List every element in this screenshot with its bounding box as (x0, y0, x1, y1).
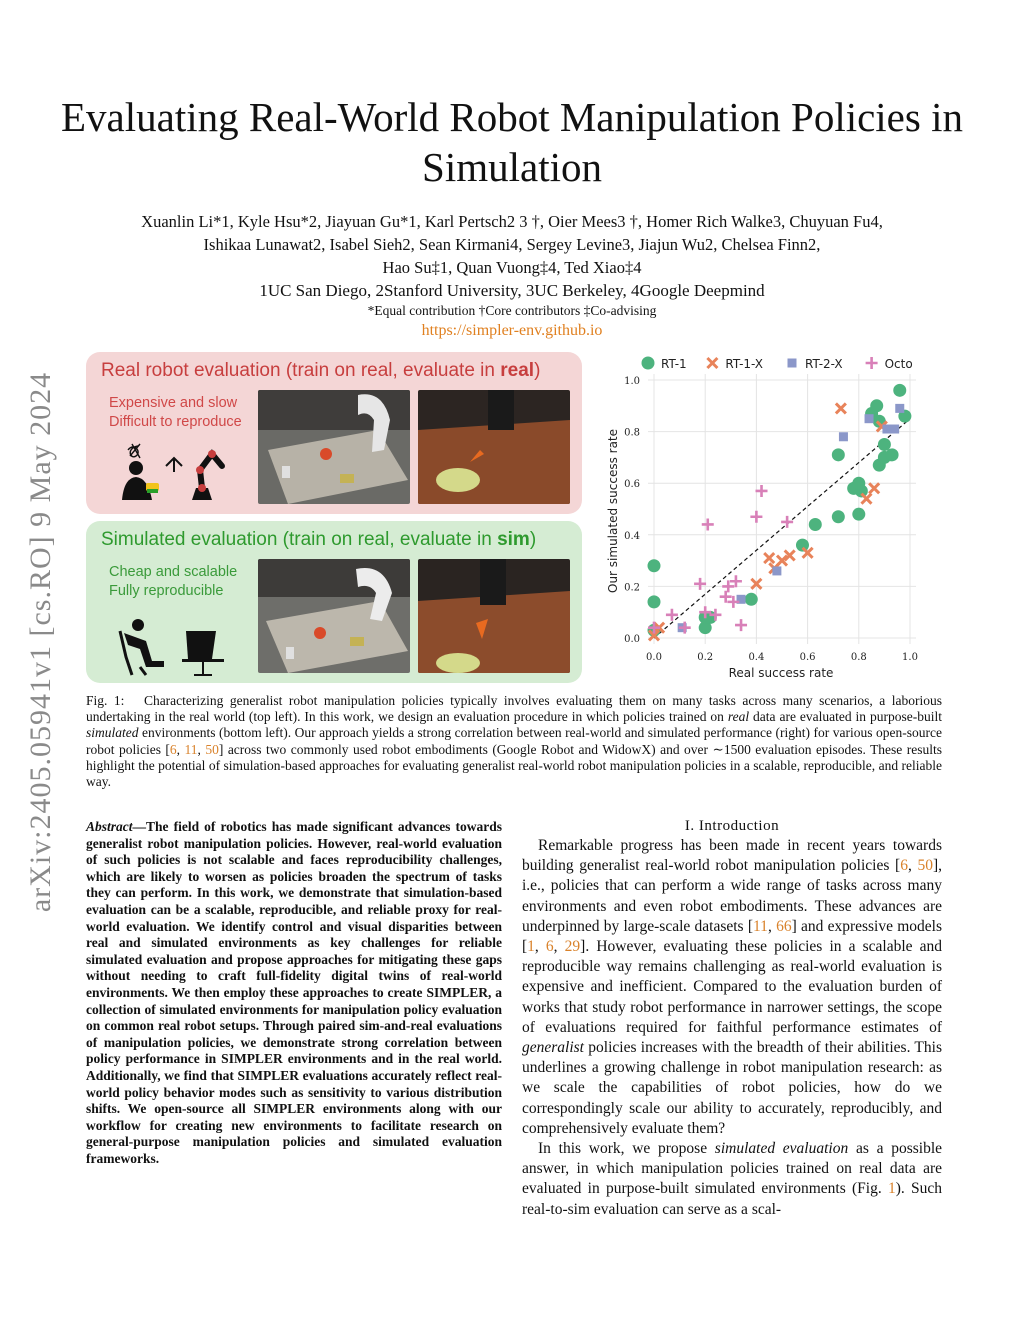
simulated-evaluation-panel (86, 521, 582, 683)
y-tick-label: 0.4 (624, 530, 640, 542)
citation-link[interactable]: 11 (184, 741, 198, 757)
author-line-2: Ishikaa Lunawat2, Isabel Sieh2, Sean Kirmani4, Sergey Levine3, Jiajun Wu2, Chelsea Finn2, (203, 235, 821, 254)
rt-1-point (832, 510, 845, 523)
citation-link[interactable]: 66 (776, 917, 792, 935)
rt-2-x-legend-label: RT-2-X (805, 357, 843, 371)
contribution-notes: *Equal contribution †Core contributors ‡Co-advising (367, 303, 657, 318)
rt-2-x-point (865, 414, 874, 423)
project-link[interactable]: https://simpler-env.github.io (421, 322, 603, 339)
citation-link[interactable]: 1 (887, 1180, 896, 1198)
rt-1-legend-marker (642, 357, 655, 370)
scatter-chart (600, 348, 950, 682)
citation-link[interactable]: 6 (545, 938, 554, 956)
x-tick-label: 1.0 (902, 652, 918, 663)
rt-1-point (648, 559, 661, 572)
real-evaluation-panel (86, 352, 582, 514)
citation-link[interactable]: 1 (527, 938, 535, 956)
chart-legend (642, 357, 913, 372)
rt-1-point (648, 595, 661, 608)
y-tick-label: 0.8 (624, 427, 640, 439)
x-tick-label: 0.0 (646, 652, 662, 663)
rt-1-x-legend-label: RT-1-X (725, 357, 764, 371)
sim-robot-photo-1 (258, 559, 410, 673)
citation-link[interactable]: 6 (169, 741, 177, 757)
sim-robot-photo-2 (418, 559, 570, 673)
sim-panel-title: Simulated evaluation (train on real, evaluate in sim) (101, 529, 537, 550)
y-tick-label: 0.2 (624, 582, 640, 594)
rt-2-x-point (895, 404, 904, 413)
paper-title: Evaluating Real-World Robot Manipulation Policies in Simulation (61, 94, 963, 190)
rt-1-x-legend-marker (707, 358, 717, 368)
rt-1-point (870, 399, 883, 412)
section-heading: I. Introduction (684, 818, 780, 834)
citation-link[interactable]: 6 (900, 857, 908, 875)
y-axis-label: Our simulated success rate (606, 428, 620, 594)
x-axis-label: Real success rate (728, 666, 834, 680)
x-tick-label: 0.2 (697, 652, 714, 663)
real-panel-title: Real robot evaluation (train on real, evaluate in real) (101, 360, 541, 381)
rt-1-point (832, 448, 845, 461)
y-tick-label: 0.6 (624, 479, 640, 491)
octo-legend-label: Octo (884, 357, 913, 371)
figure-caption: Fig. 1: Characterizing generalist robot manipulation policies typically involves evaluating them on many tasks across many scenarios, a laborious undertaking in the real world (top left). In this work, we design an evaluation procedure in which policies trained on real data are evaluated in purpose-built simulated environments (bottom left). Our approach yields a strong correlation between real-world and simulated performance (right) for various open-source robot policies [6, 11, 50] across two commonly used robot embodiments (Google Robot and WidowX) and over ∼1500 evaluation episodes. These results highlight the potential of simulation-based approaches for evaluating generalist real-world robot manipulation policies in a scalable, reproducible, and reliable way. (86, 693, 943, 790)
citation-link[interactable]: 29 (564, 938, 581, 956)
stressed-person-robot-arm-icon (116, 440, 236, 506)
introduction-text (522, 836, 942, 1220)
rt-2-x-legend-marker (788, 359, 797, 368)
real-panel-notes: Expensive and slow Difficult to reproduce (109, 395, 242, 430)
x-tick-label: 0.4 (748, 652, 765, 663)
citation-link[interactable]: 50 (205, 741, 219, 757)
rt-2-x-point (772, 566, 781, 575)
author-list (60, 210, 964, 279)
rt-1-point (886, 448, 899, 461)
x-tick-label: 0.6 (799, 652, 816, 663)
rt-1-legend-label: RT-1 (661, 357, 687, 371)
x-tick-label: 0.8 (850, 652, 867, 663)
rt-1-point (852, 508, 865, 521)
arxiv-stamp: arXiv:2405.05941v1 [cs.RO] 9 May 2024 (24, 371, 57, 913)
rt-1-point (852, 477, 865, 490)
author-line-1: Xuanlin Li*1, Kyle Hsu*2, Jiayuan Gu*1, Karl Pertsch2 3 †, Oier Mees3 †, Homer Rich Walke3, Chuyuan Fu4, (141, 212, 883, 231)
rt-1-point (745, 593, 758, 606)
intro-paragraph-1: Remarkable progress has been made in recent years towards building generalist real-world robot manipulation policies [6, 50], i.e., policies that can perform a wide range of tasks across many environments and even robot embodiments. These advances are underpinned by large-scale datasets [11, 66] and expressive models [1, 6, 29]. However, evaluating these policies in a scalable and reproducible way remains challenging as real-world evaluation is expensive and inefficient. Compared to the evaluation burden of works that study robot performance in narrower settings, the scope of evaluations required for faithful performance estimates of generalist policies increases with the breadth of their abilities. This underlines a growing challenge in robot manipulation research: as we scale the capabilities of robot policies, how do we correspondingly scale our ability to accurately, reproducibly, and comprehensively evaluate them? (522, 837, 943, 1137)
rt-1-point (893, 384, 906, 397)
affiliations: 1UC San Diego, 2Stanford University, 3UC Berkeley, 4Google Deepmind (259, 281, 765, 300)
intro-paragraph-2: In this work, we propose simulated evaluation as a possible answer, in which manipulation policies trained on real data are evaluated in purpose-built simulated environments (Fig. 1). Such real-to-sim evaluation can serve as a scal- (522, 1140, 942, 1218)
rt-1-point (809, 518, 822, 531)
sim-panel-notes: Cheap and scalable Fully reproducible (109, 564, 238, 599)
y-tick-label: 1.0 (624, 376, 640, 387)
author-line-3: Hao Su‡1, Quan Vuong‡4, Ted Xiao‡4 (382, 258, 642, 277)
octo-legend-marker (866, 357, 878, 369)
rt-2-x-point (882, 425, 891, 434)
real-robot-photo-1 (258, 390, 410, 504)
rt-2-x-point (890, 425, 899, 434)
y-tick-label: 0.0 (624, 634, 640, 645)
rt-1-point (878, 438, 891, 451)
citation-link[interactable]: 11 (753, 917, 768, 935)
citation-link[interactable]: 50 (917, 857, 933, 875)
real-robot-photo-2 (418, 390, 570, 504)
rt-2-x-point (839, 432, 848, 441)
relaxed-person-laptop-icon (116, 611, 236, 677)
abstract: Abstract—The field of robotics has made significant advances towards generalist robot manipulation policies. However, real-world evaluation of such policies is not scalable and faces reproducibility challenges, which are likely to worsen as policies broaden the spectrum of tasks they can perform. In this work, we demonstrate that simulation-based evaluation can be a scalable, reproducible, and reliable proxy for real-world evaluation. We identify control and visual disparities between real and simulated environments as key challenges for reliable simulated evaluation and propose approaches for mitigating these gaps without needing to craft full-fidelity digital twins of real-world environments. We then employ these approaches to create SIMPLER, a collection of simulated environments for manipulation policy evaluation on common real robot setups. Through paired sim-and-real evaluations of manipulation policies, we demonstrate strong correlation between policy performance in SIMPLER environments and in the real world. Additionally, we find that SIMPLER evaluations accurately reflect real-world policy behavior modes such as sensitivity to various distribution shifts. We open-source all SIMPLER environments along with our workflow for creating new environments to facilitate research on general-purpose manipulation policies and simulated evaluation frameworks. (86, 819, 502, 1166)
